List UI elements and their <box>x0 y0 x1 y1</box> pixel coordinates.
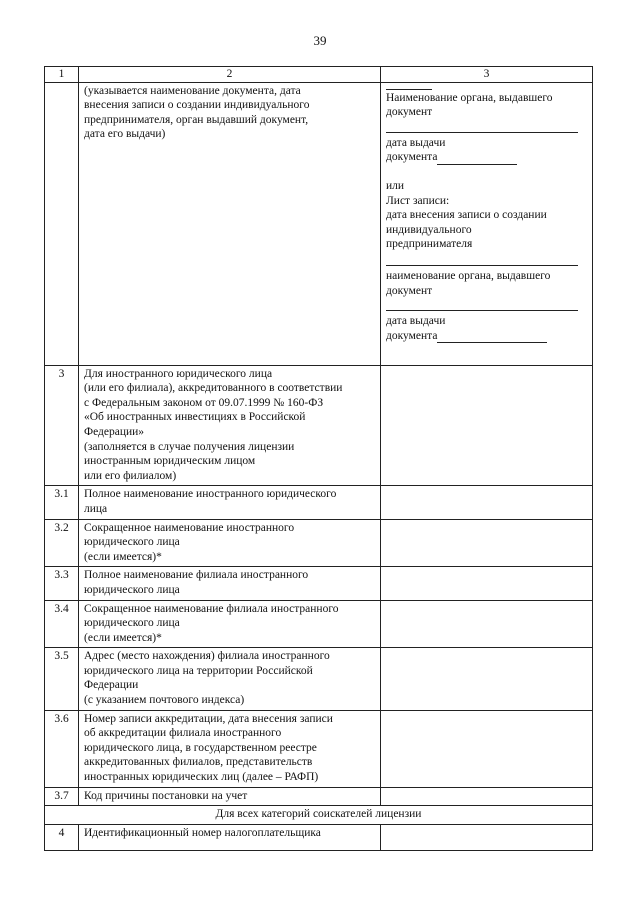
row-description <box>79 787 381 806</box>
continuation-fields-cell <box>381 82 593 365</box>
all-categories-heading: Для всех категорий соискателей лицензии <box>45 806 593 825</box>
row-description <box>79 519 381 567</box>
row-value-cell[interactable] <box>381 648 593 710</box>
table-row <box>45 648 593 710</box>
description-line: внесения записи о создании индивидуального <box>84 99 310 112</box>
description-line: (указывается наименование документа, дата <box>84 84 301 97</box>
description-line: Полное наименование филиала иностранного <box>84 569 309 582</box>
description-line: юридического лица <box>84 583 180 596</box>
table-row <box>45 519 593 567</box>
row-number: 3.4 <box>45 600 79 648</box>
table-header-row <box>45 67 593 83</box>
table-row <box>45 486 593 519</box>
row-number: 3.1 <box>45 486 79 519</box>
underline-field <box>437 331 547 343</box>
underline-field <box>386 310 578 311</box>
underline-field <box>386 89 432 90</box>
row-value-cell[interactable] <box>381 824 593 850</box>
description-line: Федерации <box>84 679 139 692</box>
description-line: Сокращенное наименование иностранного <box>84 521 295 534</box>
description-line: дата его выдачи) <box>84 128 166 141</box>
table-row <box>45 824 593 850</box>
description-line: юридического лица на территории Российской <box>84 664 313 677</box>
row-number: 3.6 <box>45 710 79 787</box>
description-line: с Федеральным законом от 09.07.1999 № 160-ФЗ <box>84 396 324 409</box>
description-line: Номер записи аккредитации, дата внесения записи <box>84 712 333 725</box>
description-line: аккредитованных филиалов, представительств <box>84 756 313 769</box>
field-label: дата внесения записи о создании <box>386 209 547 222</box>
underline-field <box>386 265 578 266</box>
description-line: юридического лица <box>84 617 180 630</box>
description-line: Адрес (место нахождения) филиала иностранного <box>84 650 330 663</box>
row-description <box>79 710 381 787</box>
row-description <box>79 600 381 648</box>
row-value-cell[interactable] <box>381 486 593 519</box>
row-description <box>79 365 381 486</box>
continuation-description-cell <box>79 82 381 365</box>
row-value-cell[interactable] <box>381 710 593 787</box>
field-label-with-blank <box>386 150 587 165</box>
description-line: Код причины постановки на учет <box>84 789 248 802</box>
description-line: об аккредитации филиала иностранного <box>84 727 282 740</box>
row-number: 3 <box>45 365 79 486</box>
field-label: Лист записи: <box>386 194 450 207</box>
description-line: предпринимателя, орган выдавший документ, <box>84 113 309 126</box>
description-line: (или его филиала), аккредитованного в соответствии <box>84 382 343 395</box>
description-line: или его филиалом) <box>84 469 177 482</box>
description-line: иностранных юридических лиц (далее – РАФП) <box>84 771 319 784</box>
underline-field <box>386 132 578 133</box>
row-value-cell[interactable] <box>381 519 593 567</box>
table-row <box>45 710 593 787</box>
row-number: 3.5 <box>45 648 79 710</box>
field-label: Наименование органа, выдавшего <box>386 91 553 104</box>
continuation-row <box>45 82 593 365</box>
description-line: (если имеется)* <box>84 631 162 644</box>
field-label: дата выдачи <box>386 136 446 149</box>
row-description <box>79 567 381 600</box>
row-number: 3.7 <box>45 787 79 806</box>
page-number: 39 <box>313 33 327 48</box>
description-line: (с указанием почтового индекса) <box>84 694 245 707</box>
row-value-cell[interactable] <box>381 365 593 486</box>
or-label: или <box>386 179 405 192</box>
row-number: 4 <box>45 824 79 850</box>
description-line: Для иностранного юридического лица <box>84 367 273 380</box>
spacer <box>386 165 587 179</box>
field-label-with-blank <box>386 329 587 344</box>
row-value-cell[interactable] <box>381 567 593 600</box>
continuation-num-cell <box>45 82 79 365</box>
field-label: документ <box>386 284 433 297</box>
row-number: 3.3 <box>45 567 79 600</box>
field-label: документ <box>386 106 433 119</box>
header-col-3: 3 <box>381 67 593 83</box>
table-row <box>45 787 593 806</box>
row-value-cell[interactable] <box>381 600 593 648</box>
field-label: документа <box>386 151 438 164</box>
field-label: наименование органа, выдавшего <box>386 269 551 282</box>
license-form-table <box>44 66 593 851</box>
description-line: иностранным юридическим лицом <box>84 455 256 468</box>
description-line: юридического лица <box>84 536 180 549</box>
table-row <box>45 567 593 600</box>
description-line: (заполняется в случае получения лицензии <box>84 440 295 453</box>
header-col-1: 1 <box>45 67 79 83</box>
row-description <box>79 648 381 710</box>
row-number: 3.2 <box>45 519 79 567</box>
header-col-2: 2 <box>79 67 381 83</box>
field-label: предпринимателя <box>386 238 473 251</box>
description-line: (если имеется)* <box>84 550 162 563</box>
field-label: дата выдачи <box>386 315 446 328</box>
table-row <box>45 365 593 486</box>
row-value-cell[interactable] <box>381 787 593 806</box>
description-line: Федерации» <box>84 425 145 438</box>
table-row <box>45 600 593 648</box>
row-description <box>79 486 381 519</box>
description-line: «Об иностранных инвестициях в Российской <box>84 411 306 424</box>
description-line: лица <box>84 502 108 515</box>
description-line: юридического лица, в государственном реестре <box>84 741 317 754</box>
field-label: индивидуального <box>386 223 472 236</box>
description-line: Полное наименование иностранного юридического <box>84 488 337 501</box>
field-label: документа <box>386 329 438 342</box>
underline-field <box>437 153 517 165</box>
all-categories-row <box>45 806 593 825</box>
description-line: Сокращенное наименование филиала иностранного <box>84 602 339 615</box>
row-description: Идентификационный номер налогоплательщика <box>79 824 381 850</box>
